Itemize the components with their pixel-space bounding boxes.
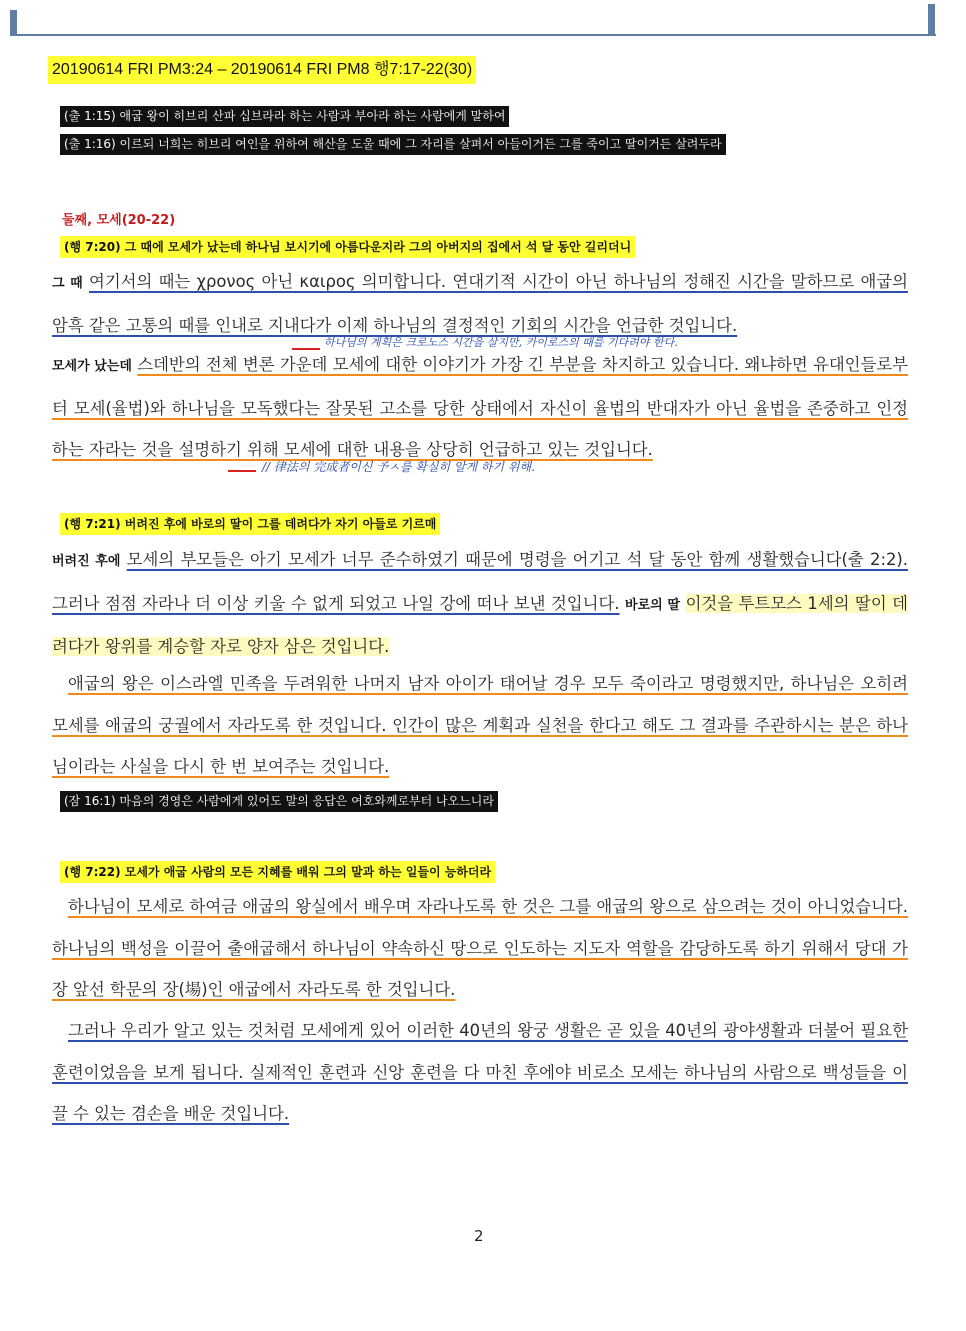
lead-term: 버려진 후에 — [52, 554, 121, 569]
handwritten-note-1: 하나님의 계획은 크로노스 시간을 살지만, 카이로스의 때를 기다려야 한다. — [324, 336, 678, 349]
paragraph-text: 스데반의 전체 변론 가운데 모세에 대한 이야기가 가장 긴 부분을 차지하고 있습니다. 왜냐하면 유대인들로부터 모세(율법)와 하나님을 모독했다는 잘못된 고소를 당한 상태에서 자신이 율법의 반대자가 아닌 율법을 존중하고 인정하는 자라는 것을 설명하기 위해 모세에 대한 내용을 상당히 언급하고 있는 것입니다. — [52, 355, 908, 459]
paragraph-v20-2 — [52, 344, 908, 471]
verse-7-22: (행 7:22) 모세가 애굽 사람의 모든 지혜를 배워 그의 말과 하는 일들이 능하더라 — [60, 861, 495, 883]
lead-term: 그 때 — [52, 276, 83, 291]
paragraph-v21-1 — [52, 539, 908, 668]
paragraph-v22-1 — [52, 886, 908, 1011]
intro-verse-2: (출 1:16) 이르되 너희는 히브리 여인을 위하여 해산을 도울 때에 그 자리를 살펴서 아들이거든 그를 죽이고 딸이거든 살려두라 — [60, 134, 726, 155]
paragraph-v21-2 — [52, 663, 908, 788]
right-margin-mark — [928, 4, 935, 36]
paragraph-text: 애굽의 왕은 이스라엘 민족을 두려워한 나머지 남자 아이가 태어날 경우 모두 죽이라고 명령했지만, 하나님은 오히려 모세를 애굽의 궁궐에서 자라도록 한 것입니다. 인간이 많은 계획과 실천을 한다고 해도 그 결과를 주관하시는 분은 하나님이라는 사실을 다시 한 번 보여주는 것입니다. — [52, 674, 908, 776]
section-title: 둘째, 모세(20-22) — [62, 213, 176, 228]
paragraph-v22-2 — [52, 1010, 908, 1135]
page-title: 20190614 FRI PM3:24 – 20190614 FRI PM8 행7:17-22(30) — [48, 56, 476, 84]
page-number: 2 — [474, 1227, 484, 1245]
lead-term: 모세가 났는데 — [52, 359, 132, 374]
note-dash — [228, 470, 256, 472]
lead-term: 바로의 딸 — [625, 597, 681, 613]
verse-7-20: (행 7:20) 그 때에 모세가 났는데 하나님 보시기에 아름다운지라 그의 아버지의 집에서 석 달 동안 길리더니 — [60, 236, 635, 258]
paragraph-text: 여기서의 때는 χρονος 아닌 καιρος 의미합니다. 연대기적 시간이 아닌 하나님의 정해진 시간을 말하므로 애굽의 암흑 같은 고통의 때를 인내로 지내다가 이제 하나님의 결정적인 기회의 시간을 언급한 것입니다. — [52, 272, 908, 335]
cross-reference-verse: (잠 16:1) 마음의 경영은 사람에게 있어도 말의 응답은 여호와께로부터 나오느니라 — [60, 791, 498, 812]
paragraph-text: 그러나 우리가 알고 있는 것처럼 모세에게 있어 이러한 40년의 왕궁 생활은 곧 있을 40년의 광야생활과 더불어 필요한 훈련이었음을 보게 됩니다. 실제적인 훈련과 신앙 훈련을 다 마친 후에야 비로소 모세는 하나님의 사람으로 백성들을 이끌 수 있는 겸손을 배운 것입니다. — [52, 1021, 908, 1123]
paragraph-text: 모세의 부모들은 아기 모세가 너무 준수하였기 때문에 명령을 어기고 석 달 동안 함께 생활했습니다(출 2:2). 그러나 점점 자라나 더 이상 키울 수 없게 되었고 나일 강에 떠나 보낸 것입니다. — [52, 550, 909, 613]
paragraph-text: 하나님이 모세로 하여금 애굽의 왕실에서 배우며 자라나도록 한 것은 그를 애굽의 왕으로 삼으려는 것이 아니었습니다. 하나님의 백성을 이끌어 출애굽해서 하나님이 약속하신 땅으로 인도하는 지도자 역할을 감당하도록 하기 위해서 당대 가장 앞선 학문의 장(場)인 애굽에서 자라도록 한 것입니다. — [52, 897, 908, 999]
handwritten-note-2: // 律法의 完成者이신 予ㅅ를 확실히 알게 하기 위해. — [262, 460, 535, 474]
paragraph-text: 이것을 투트모스 1세의 딸이 데려다가 왕위를 계승할 자로 양자 삼은 것입니다. — [52, 593, 908, 656]
intro-verse-1: (출 1:15) 애굽 왕이 히브리 산파 십브라라 하는 사람과 부아라 하는 사람에게 말하여 — [60, 106, 509, 127]
left-margin-mark — [10, 10, 17, 36]
verse-7-21: (행 7:21) 버려진 후에 바로의 딸이 그를 데려다가 자기 아들로 기르매 — [60, 513, 440, 535]
top-rule — [10, 34, 936, 36]
